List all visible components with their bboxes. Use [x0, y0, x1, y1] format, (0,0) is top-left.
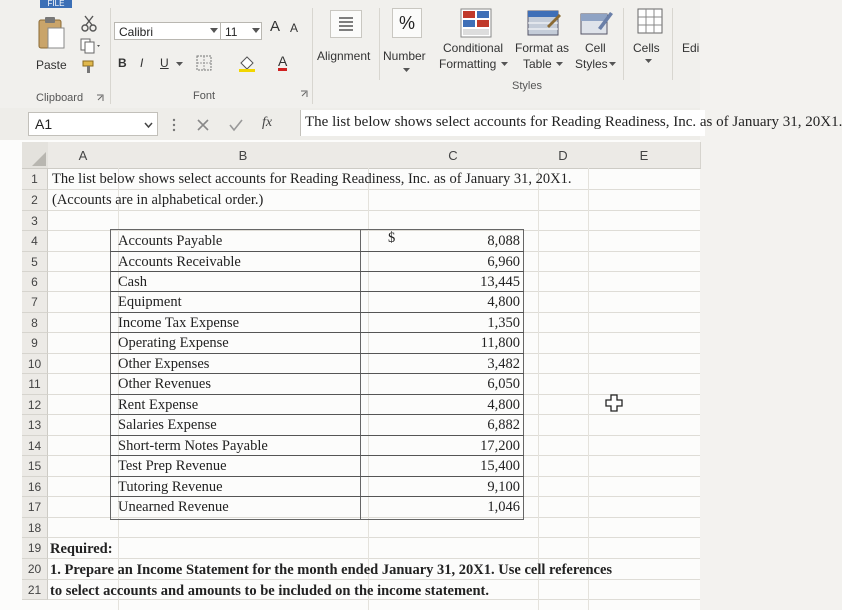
name-box[interactable]: [28, 112, 158, 136]
table-row-border: [110, 476, 524, 477]
row-header[interactable]: [22, 518, 48, 538]
row-number: 4: [31, 234, 38, 248]
column-header-b[interactable]: [118, 142, 369, 169]
alignment-icon: [331, 11, 361, 37]
row-number: 18: [27, 521, 42, 535]
account-name[interactable]: Salaries Expense: [118, 417, 217, 433]
clipboard-launcher-icon[interactable]: [96, 94, 104, 102]
copy-icon[interactable]: [80, 38, 102, 54]
row-header[interactable]: [22, 559, 48, 580]
row-number: 20: [27, 562, 42, 576]
column-header-c[interactable]: [368, 142, 539, 169]
select-all-icon: [22, 142, 48, 168]
row-number: 17: [27, 500, 42, 514]
ribbon: [0, 0, 700, 109]
row-number: 2: [31, 193, 38, 207]
grid-line: [588, 168, 589, 610]
row-number: 1: [31, 172, 38, 186]
file-tab[interactable]: [40, 0, 72, 8]
row-number: 14: [27, 439, 42, 453]
account-amount[interactable]: 9,100: [487, 479, 520, 495]
row-number: 19: [27, 541, 42, 555]
row-header[interactable]: [22, 415, 48, 436]
cell-styles-dropdown-icon[interactable]: [609, 62, 616, 67]
row-header[interactable]: [22, 333, 48, 354]
account-name[interactable]: Short-term Notes Payable: [118, 438, 268, 454]
name-box-dropdown-icon[interactable]: [144, 122, 153, 128]
column-letter: D: [558, 148, 568, 163]
account-amount[interactable]: 13,445: [480, 274, 520, 290]
ribbon-separator: [672, 8, 673, 80]
table-row-border: [110, 271, 524, 272]
cell-a2-text[interactable]: (Accounts are in alphabetical order.): [52, 192, 264, 208]
borders-icon[interactable]: [196, 55, 212, 71]
table-row-border: [110, 455, 524, 456]
currency-symbol: $: [388, 230, 396, 246]
row-header[interactable]: [22, 395, 48, 415]
formula-input[interactable]: [300, 110, 842, 136]
grid-line: [48, 579, 700, 580]
italic-button[interactable]: I: [140, 56, 144, 70]
row-header[interactable]: [22, 354, 48, 374]
cut-icon[interactable]: [80, 15, 98, 33]
row-number: 7: [31, 295, 38, 309]
insert-function-icon[interactable]: fx: [262, 115, 273, 130]
table-row-border: [110, 373, 524, 374]
grid-line: [538, 168, 539, 610]
column-letter: B: [238, 148, 248, 163]
cell-required-text[interactable]: Required:: [50, 541, 113, 557]
table-row-border: [110, 435, 524, 436]
column-header-a[interactable]: [48, 142, 119, 169]
editing-label[interactable]: Edi: [682, 41, 700, 55]
account-name[interactable]: Accounts Payable: [118, 233, 223, 249]
enter-icon[interactable]: [228, 118, 244, 132]
account-amount[interactable]: 15,400: [480, 458, 520, 474]
cell-styles-icon[interactable]: [580, 8, 614, 38]
column-header-e[interactable]: [588, 142, 701, 169]
clipboard-icon: [36, 16, 66, 52]
account-name[interactable]: Operating Expense: [118, 335, 229, 351]
table-row-border: [110, 251, 524, 252]
account-name[interactable]: Rent Expense: [118, 397, 199, 413]
font-launcher-icon[interactable]: [300, 90, 308, 98]
conditional-formatting-line2[interactable]: Formatting: [439, 57, 497, 71]
cell-styles-line1[interactable]: Cell: [585, 41, 606, 55]
grid-line: [48, 210, 700, 211]
account-amount[interactable]: 4,800: [487, 397, 520, 413]
clipboard-group-label: Clipboard: [36, 92, 84, 104]
row-header[interactable]: [22, 211, 48, 231]
row-header[interactable]: [22, 538, 48, 559]
account-name[interactable]: Tutoring Revenue: [118, 479, 223, 495]
cells-icon[interactable]: [637, 8, 663, 34]
font-color-button[interactable]: A: [278, 53, 288, 69]
column-letter: A: [78, 148, 88, 163]
row-number: 21: [27, 583, 42, 597]
cell-styles-line2[interactable]: Styles: [575, 57, 608, 71]
row-number: 12: [27, 398, 42, 412]
alignment-label[interactable]: Alignment: [317, 49, 371, 63]
row-number: 13: [27, 418, 42, 432]
file-tab-label: FILE: [47, 0, 65, 8]
row-header[interactable]: [22, 169, 48, 190]
row-number: 15: [27, 459, 42, 473]
styles-group-label: Styles: [512, 80, 542, 92]
grid-line: [48, 189, 700, 190]
font-name-value: Calibri: [119, 25, 154, 39]
format-as-table-icon[interactable]: [527, 8, 561, 38]
select-all-corner[interactable]: [22, 142, 49, 169]
table-row-border: [110, 332, 524, 333]
account-name[interactable]: Other Expenses: [118, 356, 210, 372]
account-name[interactable]: Unearned Revenue: [118, 499, 229, 515]
row-number: 6: [31, 275, 38, 289]
row-header[interactable]: [22, 374, 48, 395]
row-header[interactable]: [22, 313, 48, 333]
table-row-border: [110, 496, 524, 497]
row-header[interactable]: [22, 292, 48, 313]
font-name-dropdown-icon[interactable]: [210, 28, 218, 34]
grid-line: [48, 558, 700, 559]
account-name[interactable]: Cash: [118, 274, 147, 290]
cell-cursor-icon: [605, 394, 623, 412]
shrink-font-button[interactable]: A: [290, 21, 299, 35]
row-number: 5: [31, 255, 38, 269]
row-number: 10: [27, 357, 42, 371]
cell-instruction-line1[interactable]: 1. Prepare an Income Statement for the month ended January 31, 20X1. Use cell references: [50, 562, 613, 578]
table-row-border: [110, 394, 524, 395]
row-number: 8: [31, 316, 38, 330]
format-as-table-line2[interactable]: Table: [523, 57, 552, 71]
row-header[interactable]: [22, 252, 48, 272]
column-letter: E: [639, 148, 649, 163]
font-size-dropdown-icon[interactable]: [252, 28, 260, 34]
table-row-border: [110, 353, 524, 354]
account-name[interactable]: Other Revenues: [118, 376, 212, 392]
ribbon-separator: [312, 8, 313, 104]
cell-instruction-line2[interactable]: to select accounts and amounts to be included on the income statement.: [50, 583, 490, 599]
cell-a1-text[interactable]: The list below shows select accounts for Reading Readiness, Inc. as of January 31, 20X1.: [52, 171, 572, 187]
number-dropdown-icon[interactable]: [403, 68, 410, 73]
cells-label[interactable]: Cells: [633, 41, 660, 55]
ribbon-separator: [110, 8, 111, 104]
account-amount[interactable]: 8,088: [487, 233, 520, 249]
account-name[interactable]: Test Prep Revenue: [118, 458, 227, 474]
fill-color-icon[interactable]: [238, 54, 256, 72]
account-amount[interactable]: 3,482: [487, 356, 520, 372]
account-amount[interactable]: 11,800: [480, 335, 520, 351]
ribbon-separator: [379, 8, 380, 80]
number-format-button[interactable]: [392, 8, 422, 38]
conditional-formatting-line1[interactable]: Conditional: [443, 41, 504, 55]
account-amount[interactable]: 6,960: [487, 254, 520, 270]
cancel-icon[interactable]: [196, 118, 210, 132]
font-size-value: 11: [225, 25, 238, 39]
grow-font-button[interactable]: A: [270, 18, 281, 35]
conditional-dropdown-icon[interactable]: [501, 62, 508, 67]
format-as-table-dropdown-icon[interactable]: [556, 62, 563, 67]
row-header[interactable]: [22, 272, 48, 292]
row-header[interactable]: [22, 436, 48, 456]
account-name[interactable]: Equipment: [118, 294, 182, 310]
row-header[interactable]: [22, 456, 48, 477]
column-letter: C: [448, 148, 458, 163]
formula-content: The list below shows select accounts for Reading Readiness, Inc. as of January 31, 20X1.: [305, 114, 842, 130]
row-header[interactable]: [22, 497, 48, 518]
account-amount[interactable]: 17,200: [480, 438, 520, 454]
table-row-border: [110, 291, 524, 292]
row-header[interactable]: [22, 190, 48, 211]
font-group-label: Font: [193, 90, 216, 102]
alignment-button[interactable]: [330, 10, 362, 38]
account-amount[interactable]: 4,800: [487, 294, 520, 310]
grid-line: [48, 537, 700, 538]
paste-label: Paste: [36, 58, 67, 72]
name-box-value: A1: [35, 116, 53, 132]
table-row-border: [110, 414, 524, 415]
account-amount[interactable]: 6,050: [487, 376, 520, 392]
conditional-formatting-icon[interactable]: [460, 8, 492, 38]
more-options-icon[interactable]: [172, 118, 176, 132]
row-header[interactable]: [22, 580, 48, 600]
account-amount[interactable]: 1,046: [487, 499, 520, 515]
format-as-table-line1[interactable]: Format as: [515, 41, 570, 55]
underline-button[interactable]: U: [160, 56, 169, 70]
underline-dropdown-icon[interactable]: [176, 62, 183, 67]
ribbon-separator: [623, 8, 624, 80]
bold-button[interactable]: B: [118, 56, 127, 70]
format-painter-icon[interactable]: [82, 60, 96, 74]
account-name[interactable]: Accounts Receivable: [118, 254, 241, 270]
table-row-border: [110, 312, 524, 313]
row-number: 16: [27, 480, 42, 494]
account-amount[interactable]: 6,882: [487, 417, 520, 433]
row-header[interactable]: [22, 231, 48, 252]
row-number: 11: [28, 377, 41, 391]
row-number: 3: [31, 214, 38, 228]
column-header-d[interactable]: [538, 142, 589, 169]
cells-dropdown-icon[interactable]: [645, 59, 652, 64]
row-header[interactable]: [22, 477, 48, 497]
account-amount[interactable]: 1,350: [487, 315, 520, 331]
account-name[interactable]: Income Tax Expense: [118, 315, 240, 331]
row-number: 9: [31, 336, 38, 350]
number-label[interactable]: Number: [383, 49, 426, 63]
percent-icon: %: [398, 13, 415, 33]
paste-button[interactable]: [30, 16, 70, 78]
